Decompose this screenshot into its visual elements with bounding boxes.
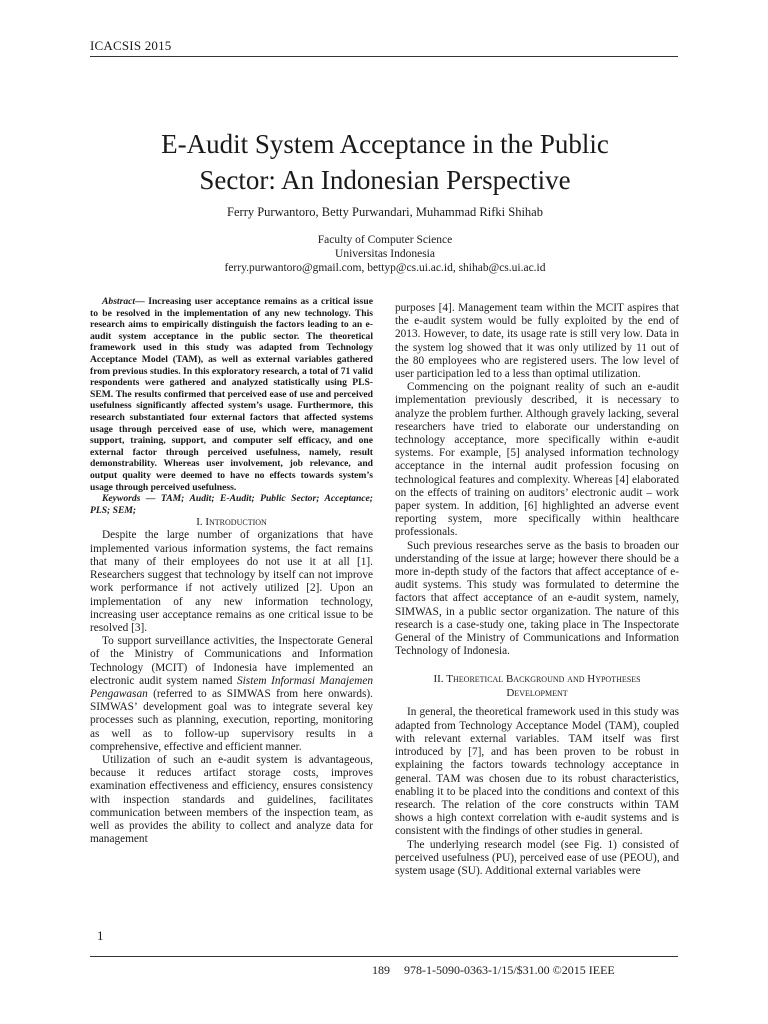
intro-paragraph-1: Despite the large number of organizations that have implemented various information systems, the fact remains that many of their employees do not use it at all [1]. Researchers suggest that technology by itself can not improve work performance if not actively utilized [2]. Upon an implementation of any new information technology, increasing user acceptance remains as one critical issue to be resolved [3]. — [90, 529, 373, 634]
footer-rule — [90, 956, 678, 957]
author-list: Ferry Purwantoro, Betty Purwandari, Muhammad Rifki Shihab — [227, 205, 543, 219]
section-2-title-line-2: Development — [506, 687, 568, 700]
intro-paragraph-2-text-a: To support surveillance activities, the Inspectorate General of the Ministry of Communications and Information Technology (MCIT) of Indonesia have implemented an electronic audit system named — [90, 635, 373, 687]
page-number: 1 — [97, 928, 104, 943]
intro-paragraph-3: Utilization of such an e-audit system is advantageous, because it reduces artifact storage costs, improves examination effectiveness and efficiency, ensures consistency with inspection standards and guidelines, facilitates communication between members of the inspection team, as well as provides the ability to collect and analyze data for management — [90, 753, 373, 846]
abstract-label: Abstract — [102, 296, 136, 307]
intro-paragraph-2-system-name: Sistem Informasi Manajemen Pengawasan — [90, 674, 373, 700]
affiliation-emails: ferry.purwantoro@gmail.com, bettyp@cs.ui.ac.id, shihab@cs.ui.ac.id — [224, 262, 546, 274]
left-column — [90, 296, 373, 846]
title-line-2: Sector: An Indonesian Perspective — [199, 165, 571, 195]
footer — [372, 963, 615, 978]
affiliation-faculty: Faculty of Computer Science — [317, 234, 453, 246]
intro-paragraph-6: Such previous researches serve as the basis to broaden our understanding of the issue at large; however there should be a more in-depth study of the factors that affect acceptance of e-audit systems. This study was formulated to determine the factors that affect acceptance of an e-audit system, namely, SIMWAS, in a public sector organization. The nature of this research is a case-study one, taking place in The Inspectorate General of the Ministry of Communications and Information Technology of Indonesia. — [395, 539, 679, 658]
intro-paragraph-2-text-b: (referred to as SIMWAS from here onwards). SIMWAS’ development goal was to integrate several key processes such as planning, execution, reporting, monitoring as well as to follow-up supervisory results in a comprehensive, effective and efficient manner. — [90, 687, 373, 753]
abstract — [90, 296, 373, 493]
section-2-heading — [395, 672, 679, 700]
section-2-title-line-1: Theoretical Background and Hypotheses — [446, 673, 641, 686]
section-1-number: I. — [196, 516, 203, 529]
intro-paragraph-4: purposes [4]. Management team within the MCIT aspires that the e-audit system would be fully exploited by the end of 2013. However, to date, its usage rate is still very low. Data in the system log showed that it was only utilized by 11 out of the 80 employees who are registered users. The low level of user participation led to a less than optimal utilization. — [395, 302, 679, 381]
footer-isbn-copyright: 978-1-5090-0363-1/15/$31.00 ©2015 IEEE — [404, 963, 615, 977]
intro-paragraph-5: Commencing on the poignant reality of such an e-audit implementation previously described, it is necessary to analyze the problem further. Although gravely lacking, several researchers have tried to elaborate our understanding on technology acceptance, more specifically within e-audit systems. For example, [5] analysed information technology acceptance in the internal audit profession focusing on technological features and complexity. Whereas [4] elaborated on the effects of training on auditors’ electronic audit – work paper system. In addition, [6] highlighted an adverse event reporting system, more specifically within healthcare professionals. — [395, 381, 679, 539]
section-1-heading — [90, 516, 373, 529]
section-2-number: II. — [433, 673, 444, 686]
header-rule — [90, 56, 678, 57]
conference-header: ICACSIS 2015 — [90, 38, 172, 53]
intro-paragraph-2 — [90, 635, 373, 754]
theory-paragraph-1: In general, the theoretical framework used in this study was adapted from Technology Acceptance Model (TAM), coupled with relevant external variables. TAM itself was first introduced by [7], and has been proven to be robust in explaining the factors towards technology acceptance in general. TAM was chosen due to its robust characteristics, enabling it to be placed into the conditions and context of this research. The relation of the core constructs within TAM shows a high context correlation with e-audit systems and is consistent with the findings of other studies in general. — [395, 706, 679, 838]
affiliation-university: Universitas Indonesia — [335, 248, 435, 260]
footer-page-range: 189 — [372, 963, 390, 977]
title-line-1: E-Audit System Acceptance in the Public — [161, 129, 609, 159]
affiliation — [90, 233, 680, 275]
right-column — [395, 302, 679, 878]
abstract-text: — Increasing user acceptance remains as a critical issue to be resolved in the implementation of any new technology. This research aims to empirically distinguish the factors leading to an e-audit system acceptance in the public sector. The theoretical framework used in this study was adapted from Technology Acceptance Model (TAM), as well as external variables gathered from previous studies. In this exploratory research, a total of 71 valid respondents were gathered and analyzed statistically using PLS-SEM. The results confirmed that perceived ease of use and perceived usefulness significantly affected system’s usage. Furthermore, this research substantiated four external factors that affected systems usage through perceived ease of use, which were, management support, training, support, and computer self efficacy, and one external factor through perceived usefulness, namely, result demonstrability. Whereas user involvement, job relevance, and output quality were deemed to have no effects towards system’s usage through perceived usefulness. — [90, 296, 373, 493]
paper-title — [90, 126, 680, 198]
section-1-title: Introduction — [205, 516, 267, 529]
theory-paragraph-2: The underlying research model (see Fig. 1) consisted of perceived usefulness (PU), perceived ease of use (PEOU), and system usage (SU). Additional external variables were — [395, 838, 679, 877]
keywords: Keywords — TAM; Audit; E-Audit; Public Sector; Acceptance; PLS; SEM; — [90, 493, 373, 516]
